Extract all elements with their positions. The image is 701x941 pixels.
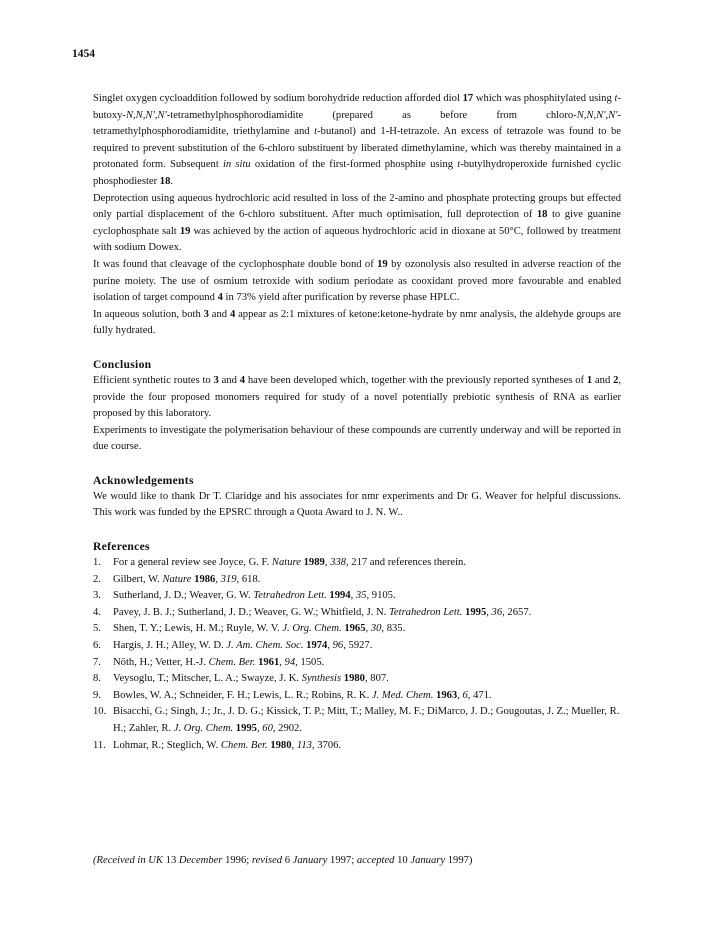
reference-text: Hargis, J. H.; Alley, W. D. J. Am. Chem. Soc. 1974, 96, 5927.: [113, 640, 373, 652]
reference-number: 11.: [93, 739, 106, 751]
reference-number: 2.: [93, 573, 101, 585]
body-section: [93, 91, 621, 340]
reference-text: For a general review see Joyce, G. F. Nature 1989, 338, 217 and references therein.: [113, 557, 466, 569]
reference-text: Shen, T. Y.; Lewis, H. M.; Ruyle, W. V. J. Org. Chem. 1965, 30, 835.: [113, 623, 406, 635]
references-list: [93, 555, 621, 754]
body-paragraph: It was found that cleavage of the cyclophosphate double bond of 19 by ozonolysis also resulted in adverse reaction of the purine moiety. The use of osmium tetroxide with sodium periodate as cooxidant proved more favourable and enabled isolation of target compound 4 in 73% yield after purification by reverse phase HPLC.: [93, 258, 621, 304]
reference-item: [93, 588, 621, 605]
body-paragraph: Singlet oxygen cycloaddition followed by sodium borohydride reduction afforded diol 17 which was phosphitylated using t-butoxy-N,N,N',N'-tetramethylphosphorodiamidite (prepared as before from chloro-N,N,N',N'-tetramethylphosphorodiamidite, triethylamine and t-butanol) and 1-H-tetrazole. An excess of tetrazole was found to be required to prevent substitution of the 6-chloro substituent by liberated dimethylamine, which was thereby maintained in a protonated form. Subsequent in situ oxidation of the first-formed phosphite using t-butylhydroperoxide furnished cyclic phosphodiester 18.: [93, 93, 621, 187]
conclusion-section: [93, 356, 621, 456]
reference-number: 8.: [93, 673, 101, 685]
reference-item: [93, 655, 621, 672]
reference-number: 1.: [93, 557, 101, 569]
article-content: [93, 91, 621, 754]
received-dates: (Received in UK 13 December 1996; revised 6 January 1997; accepted 10 January 1997): [93, 855, 473, 866]
reference-text: Lohmar, R.; Steglich, W. Chem. Ber. 1980, 113, 3706.: [113, 739, 342, 751]
reference-text: Bowles, W. A.; Schneider, F. H.; Lewis, L. R.; Robins, R. K. J. Med. Chem. 1963, 6, 471.: [113, 689, 492, 701]
references-section: [93, 538, 621, 754]
reference-number: 5.: [93, 623, 101, 635]
reference-text: Sutherland, J. D.; Weaver, G. W. Tetrahedron Lett. 1994, 35, 9105.: [113, 590, 396, 602]
reference-text: Pavey, J. B. J.; Sutherland, J. D.; Weaver, G. W.; Whitfield, J. N. Tetrahedron Lett. 1995, 36, 2657.: [113, 606, 532, 618]
reference-item: [93, 704, 621, 737]
reference-number: 3.: [93, 590, 101, 602]
reference-number: 6.: [93, 640, 101, 652]
reference-number: 4.: [93, 606, 101, 618]
reference-item: [93, 688, 621, 705]
reference-item: [93, 638, 621, 655]
reference-item: [93, 671, 621, 688]
reference-number: 9.: [93, 689, 101, 701]
reference-item: [93, 555, 621, 572]
acknowledgements-heading: Acknowledgements: [93, 473, 194, 487]
reference-item: [93, 738, 621, 755]
reference-number: 10.: [93, 706, 107, 718]
body-paragraph: In aqueous solution, both 3 and 4 appear as 2:1 mixtures of ketone:ketone-hydrate by nmr analysis, the aldehyde groups are fully hydrated.: [93, 308, 622, 337]
reference-number: 7.: [93, 656, 101, 668]
reference-text: Nöth, H.; Vetter, H.-J. Chem. Ber. 1961, 94, 1505.: [113, 656, 325, 668]
reference-text: Veysoglu, T.; Mitscher, L. A.; Swayze, J. K. Synthesis 1980, 807.: [113, 673, 389, 685]
conclusion-paragraph: Experiments to investigate the polymerisation behaviour of these compounds are currently underway and will be reported in due course.: [93, 424, 621, 453]
page-number: 1454: [72, 48, 95, 60]
conclusion-paragraph: Efficient synthetic routes to 3 and 4 have been developed which, together with the previously reported syntheses of 1 and 2, provide the four proposed monomers required for study of a novel potentially prebiotic synthesis of RNA as earlier proposed by this laboratory.: [93, 374, 622, 420]
references-heading: References: [93, 540, 150, 554]
acknowledgements-text: We would like to thank Dr T. Claridge and his associates for nmr experiments and Dr G. Weaver for helpful discussions. This work was funded by the EPSRC through a Quota Award to J. N. W..: [93, 490, 621, 519]
reference-text: Gilbert, W. Nature 1986, 319, 618.: [113, 573, 261, 585]
acknowledgements-section: [93, 472, 621, 522]
body-paragraph: Deprotection using aqueous hydrochloric acid resulted in loss of the 2-amino and phosphate protecting groups but effected only partial displacement of the 6-chloro substituent. After much optimisation, full deprotection of 18 to give guanine cyclophosphate salt 19 was achieved by the action of aqueous hydrochloric acid in dioxane at 50°C, followed by treatment with sodium Dowex.: [93, 192, 621, 254]
reference-item: [93, 605, 621, 622]
reference-item: [93, 621, 621, 638]
reference-item: [93, 572, 621, 589]
reference-text: Bisacchi, G.; Singh, J.; Jr., J. D. G.; Kissick, T. P.; Mitt, T.; Malley, M. F.; DiMarco, J. D.; Gougoutas, J. Z.; Mueller, R. H.; Zahler, R. J. Org. Chem. 1995, 60, 2902.: [113, 706, 620, 734]
conclusion-heading: Conclusion: [93, 357, 152, 371]
